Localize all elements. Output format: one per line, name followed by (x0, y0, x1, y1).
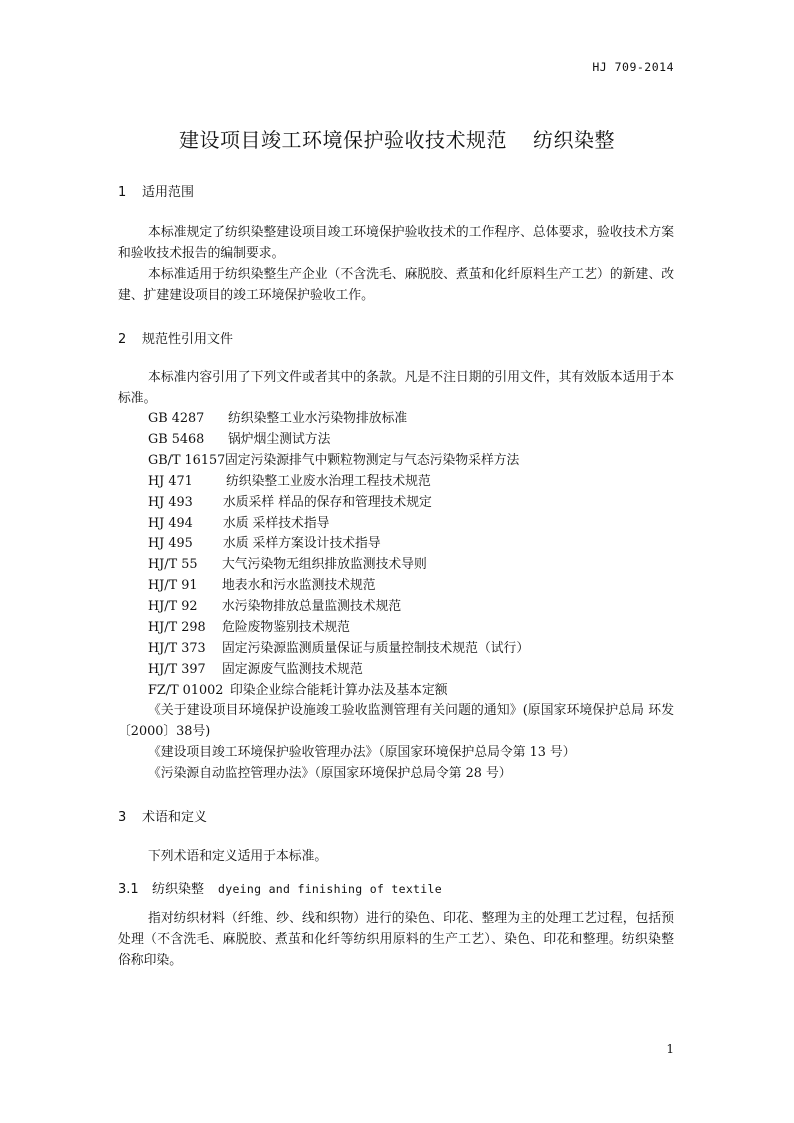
section-title: 术语和定义 (142, 810, 208, 825)
section-number: 3 (118, 810, 127, 825)
reference-code: GB 5468 (148, 431, 205, 447)
reference-item (148, 493, 529, 514)
section-1-heading (118, 181, 194, 200)
reference-code: HJ 494 (148, 515, 193, 531)
reference-item (148, 472, 529, 493)
term-3-1-heading (118, 878, 442, 897)
referenced-document: 《关于建设项目环境保护设施竣工验收监测管理有关问题的通知》(原国家环境保护总局 环发〔2000〕38号) (118, 703, 674, 739)
reference-code: HJ 493 (148, 494, 193, 510)
reference-item (148, 514, 529, 535)
reference-list (148, 409, 529, 702)
reference-item (148, 451, 529, 472)
reference-name: 大气污染物无组织排放监测技术导则 (222, 557, 427, 573)
section-3-heading (118, 806, 207, 825)
reference-name: 锅炉烟尘测试方法 (228, 431, 331, 447)
reference-name: 水质 采样方案设计技术指导 (223, 536, 381, 552)
reference-name: 固定污染源监测质量保证与质量控制技术规范（试行） (222, 640, 530, 656)
section-1-paragraph-1: 本标准规定了纺织染整建设项目竣工环境保护验收技术的工作程序、总体要求，验收技术方案和验收技术报告的编制要求。 (118, 225, 674, 261)
document-title-main: 建设项目竣工环境保护验收技术规范 (179, 128, 507, 152)
reference-code: HJ 471 (148, 473, 193, 489)
reference-item (148, 681, 529, 702)
reference-item (148, 555, 529, 576)
reference-name: 地表水和污水监测技术规范 (222, 578, 376, 594)
reference-code: HJ/T 92 (148, 599, 198, 615)
term-title-en: dyeing and finishing of textile (218, 882, 442, 896)
document-title-sub: 纺织染整 (533, 128, 615, 152)
reference-name: 印染企业综合能耗计算办法及基本定额 (230, 682, 448, 698)
reference-item (148, 639, 529, 660)
reference-name: 纺织染整工业水污染物排放标准 (228, 411, 408, 426)
section-2-heading (118, 328, 233, 347)
reference-name: 水质 采样技术指导 (223, 515, 330, 531)
reference-item (148, 660, 529, 681)
reference-name: 水质采样 样品的保存和管理技术规定 (223, 494, 432, 510)
reference-code: HJ 495 (148, 536, 193, 552)
term-title-cn: 纺织染整 (152, 882, 205, 897)
reference-name: 危险废物鉴别技术规范 (222, 620, 350, 636)
reference-item (148, 618, 529, 639)
referenced-document: 《污染源自动监控管理办法》（原国家环境保护总局令第 28 号） (148, 766, 512, 781)
reference-name: 固定污染源排气中颗粒物测定与气态污染物采样方法 (225, 452, 520, 468)
reference-item (148, 597, 529, 618)
page-number: 1 (666, 1042, 674, 1056)
section-title: 规范性引用文件 (142, 332, 234, 347)
term-number: 3.1 (118, 882, 139, 897)
section-2-intro: 本标准内容引用了下列文件或者其中的条款。凡是不注日期的引用文件，其有效版本适用于本标准。 (118, 370, 674, 406)
reference-code: HJ/T 298 (148, 620, 206, 636)
reference-item (148, 430, 529, 451)
section-1-paragraph-2: 本标准适用于纺织染整生产企业（不含洗毛、麻脱胶、煮茧和化纤原料生产工艺）的新建、改建、扩建建设项目的竣工环境保护验收工作。 (118, 267, 674, 303)
section-number: 2 (118, 332, 127, 347)
reference-code: HJ/T 373 (148, 640, 206, 656)
section-title: 适用范围 (142, 185, 195, 200)
reference-code: HJ/T 397 (148, 661, 206, 677)
section-3-intro: 下列术语和定义适用于本标准。 (148, 849, 328, 864)
reference-name: 固定源废气监测技术规范 (222, 661, 363, 677)
reference-code: GB/T 16157 (148, 452, 226, 468)
reference-code: HJ/T 91 (148, 578, 198, 594)
reference-code: HJ/T 55 (148, 557, 198, 573)
reference-code: FZ/T 01002 (148, 682, 224, 698)
reference-name: 水污染物排放总量监测技术规范 (222, 599, 402, 615)
reference-code: GB 4287 (148, 411, 205, 426)
reference-item (148, 534, 529, 555)
referenced-document: 《建设项目竣工环境保护验收管理办法》（原国家环境保护总局令第 13 号） (148, 745, 576, 760)
standard-number: HJ 709-2014 (592, 60, 674, 74)
reference-name: 纺织染整工业废水治理工程技术规范 (226, 473, 431, 489)
reference-item (148, 409, 529, 430)
section-number: 1 (118, 185, 127, 200)
document-title (0, 124, 794, 153)
reference-item (148, 576, 529, 597)
term-3-1-definition: 指对纺织材料（纤维、纱、线和织物）进行的染色、印花、整理为主的处理工艺过程，包括预处理（不含洗毛、麻脱胶、煮茧和化纤等纺织用原料的生产工艺）、染色、印花和整理。纺织染整俗称印染。 (118, 911, 674, 968)
